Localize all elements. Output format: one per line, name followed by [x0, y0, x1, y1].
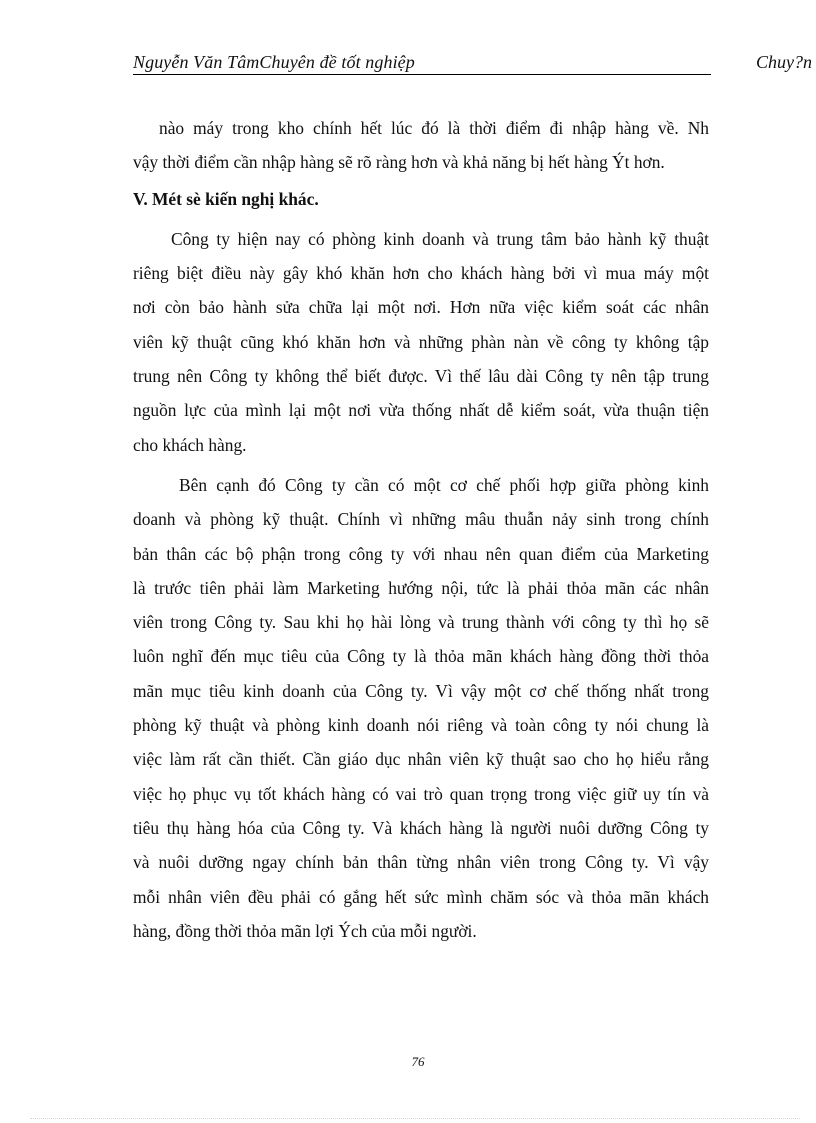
body-line: Bên cạnh đó Công ty cần có một cơ chế phối hợp giữa phòng kinh — [179, 474, 709, 495]
body-line: Công ty hiện nay có phòng kinh doanh và trung tâm bảo hành kỹ thuật — [171, 228, 709, 249]
page-number: 76 — [411, 1054, 425, 1069]
body-line: việc họ phục vụ tốt khách hàng có vai trò quan trọng trong việc giữ uy tín và — [133, 783, 709, 804]
document-body — [133, 111, 709, 948]
body-line: nào máy trong kho chính hết lúc đó là thời điểm đi nhập hàng về. Nh — [159, 118, 709, 138]
body-line: việc làm rất cần thiết. Cần giáo dục nhân viên kỹ thuật sao cho họ hiểu rằng — [133, 749, 709, 770]
body-line: doanh và phòng kỹ thuật. Chính vì những mâu thuẫn nảy sinh trong chính — [133, 509, 709, 530]
body-line: bản thân các bộ phận trong công ty với nhau nên quan điểm của Marketing — [133, 543, 709, 564]
body-line: phòng kỹ thuật và phòng kinh doanh nói riêng và toàn công ty nói chung là — [133, 715, 709, 736]
body-line: và nuôi dưỡng ngay chính bản thân từng nhân viên trong Công ty. Vì vậy — [133, 852, 709, 873]
running-header-left: Nguyễn Văn TâmChuyên đề tốt nghiệp — [133, 52, 415, 72]
body-line: vậy thời điểm cần nhập hàng sẽ rõ ràng hơn và khả năng bị hết hàng Ýt hơn. — [133, 152, 665, 173]
section-heading: V. Mét sè kiến nghị khác. — [133, 188, 319, 209]
body-line: nơi còn bảo hành sửa chữa lại một nơi. Hơn nữa việc kiểm soát các nhân — [133, 297, 709, 318]
body-line: mãn mục tiêu kinh doanh của Công ty. Vì vậy một cơ chế thống nhất trong — [133, 680, 709, 701]
body-line: hàng, đồng thời thỏa mãn lợi Ých của mỗi người. — [133, 920, 477, 941]
body-line: cho khách hàng. — [133, 434, 247, 455]
body-line: nguồn lực của mình lại một nơi vừa thống nhất dễ kiểm soát, vừa thuận tiện — [133, 400, 709, 421]
paragraph — [133, 222, 709, 462]
body-line: viên trong Công ty. Sau khi họ hài lòng và trung thành với công ty thì họ sẽ — [133, 612, 709, 633]
body-line: tiêu thụ hàng hóa của Công ty. Và khách hàng là người nuôi dưỡng Công ty — [133, 817, 709, 838]
body-line: luôn nghĩ đến mục tiêu của Công ty là thỏa mãn khách hàng đồng thời thỏa — [133, 646, 709, 667]
page-bottom-border — [30, 1118, 800, 1119]
body-line: riêng biệt điều này gây khó khăn hơn cho khách hàng bởi vì mua máy một — [133, 263, 709, 284]
body-line: là trước tiên phải làm Marketing hướng nội, tức là phải thỏa mãn các nhân — [133, 577, 709, 598]
body-line: viên kỹ thuật cũng khó khăn hơn và những phàn nàn về công ty không tập — [133, 331, 709, 352]
running-header-right: Chuy?n — [756, 52, 812, 72]
body-line: mỗi nhân viên đều phải có gắng hết sức mình chăm sóc và thỏa mãn khách — [133, 886, 709, 907]
body-line: trung nên Công ty không thể biết được. Vì thế lâu dài Công ty nên tập trung — [133, 366, 709, 387]
header-rule — [133, 74, 711, 75]
paragraph — [133, 468, 709, 948]
